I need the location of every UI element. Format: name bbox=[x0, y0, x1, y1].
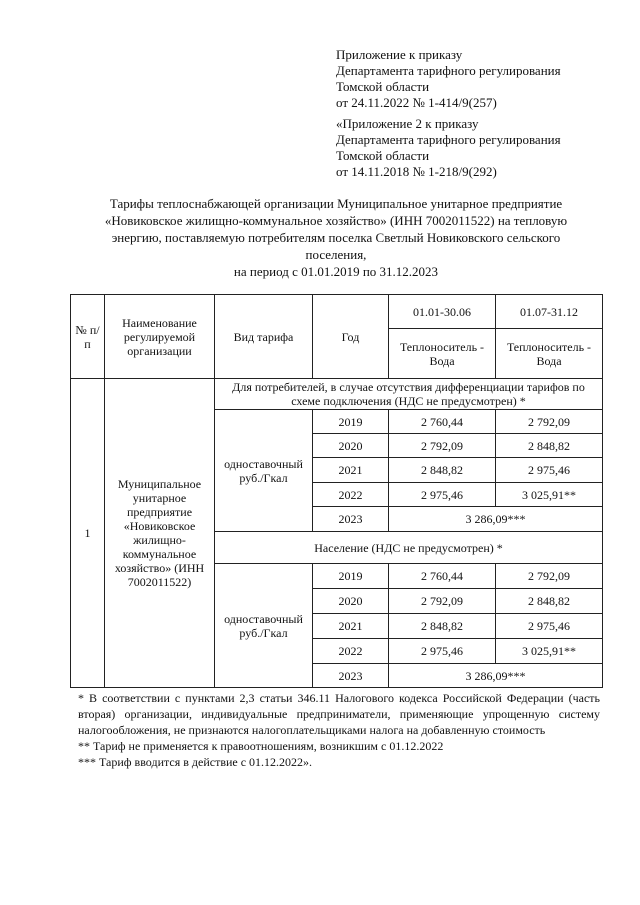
tariff-table bbox=[70, 294, 603, 688]
group-label: Население (НДС не предусмотрен) * bbox=[215, 532, 603, 564]
year-cell: 2019 bbox=[313, 564, 389, 589]
year-cell: 2021 bbox=[313, 458, 389, 483]
title-line: на период с 01.01.2019 по 31.12.2023 bbox=[233, 264, 439, 279]
tariff-h2: 3 025,91** bbox=[496, 483, 603, 507]
tariff-h2: 2 792,09 bbox=[496, 564, 603, 589]
appendix-header bbox=[336, 47, 561, 111]
title-line: энергию, поставляемую потребителям поселка Светлый Новиковского сельского bbox=[111, 230, 561, 245]
tariff-merged: 3 286,09*** bbox=[389, 664, 603, 688]
appendix2-header bbox=[336, 116, 561, 180]
header-year: Год bbox=[313, 295, 389, 379]
footnote-1: * В соответствии с пунктами 2,3 статьи 346.11 Налогового кодекса Российской Федерации (часть вторая) организации, индивидуальные предприниматели, применяющие упрощенную систему налогообложения, не признаются налогоплательщиками налога на добавленную стоимость bbox=[78, 691, 600, 737]
tariff-h1: 2 848,82 bbox=[389, 458, 496, 483]
appendix-header-line: Департамента тарифного регулирования bbox=[336, 63, 561, 78]
appendix-header-line: Томской области bbox=[336, 79, 430, 94]
year-cell: 2021 bbox=[313, 614, 389, 639]
appendix2-header-line: от 14.11.2018 № 1-218/9(292) bbox=[336, 164, 497, 179]
appendix2-header-line: Томской области bbox=[336, 148, 430, 163]
header-carrier1: Теплоноситель - Вода bbox=[389, 329, 496, 379]
year-cell: 2022 bbox=[313, 483, 389, 507]
tariff-h2: 2 975,46 bbox=[496, 458, 603, 483]
header-org: Наименование регулируемой организации bbox=[105, 295, 215, 379]
tariff-h1: 2 760,44 bbox=[389, 410, 496, 434]
year-cell: 2020 bbox=[313, 434, 389, 458]
title-line: «Новиковское жилищно-коммунальное хозяйство» (ИНН 7002011522) на тепловую bbox=[104, 213, 568, 228]
tariff-kind: одноставочный руб./Гкал bbox=[215, 564, 313, 688]
tariff-h1: 2 792,09 bbox=[389, 589, 496, 614]
year-cell: 2019 bbox=[313, 410, 389, 434]
tariff-h1: 2 975,46 bbox=[389, 639, 496, 664]
header-num: № п/п bbox=[71, 295, 105, 379]
group-label-row bbox=[71, 379, 603, 410]
year-cell: 2023 bbox=[313, 507, 389, 532]
year-cell: 2023 bbox=[313, 664, 389, 688]
tariff-h2: 2 975,46 bbox=[496, 614, 603, 639]
tariff-h2: 2 848,82 bbox=[496, 589, 603, 614]
title-line: Тарифы теплоснабжающей организации Муниципальное унитарное предприятие bbox=[109, 196, 563, 211]
tariff-h2: 2 848,82 bbox=[496, 434, 603, 458]
group-label: Для потребителей, в случае отсутствия дифференциации тарифов по схеме подключения (НДС не предусмотрен) * bbox=[215, 379, 603, 410]
table-header-row bbox=[71, 295, 603, 329]
footnote-3: *** Тариф вводится в действие с 01.12.2022». bbox=[78, 755, 313, 769]
header-period1: 01.01-30.06 bbox=[389, 295, 496, 329]
header-period2: 01.07-31.12 bbox=[496, 295, 603, 329]
appendix-header-line: Приложение к приказу bbox=[336, 47, 463, 62]
header-kind: Вид тарифа bbox=[215, 295, 313, 379]
appendix2-header-line: «Приложение 2 к приказу bbox=[336, 116, 479, 131]
year-cell: 2020 bbox=[313, 589, 389, 614]
tariff-h2: 2 792,09 bbox=[496, 410, 603, 434]
tariff-h1: 2 760,44 bbox=[389, 564, 496, 589]
footnotes bbox=[78, 690, 600, 770]
appendix-header-line: от 24.11.2022 № 1-414/9(257) bbox=[336, 95, 497, 110]
header-carrier2: Теплоноситель - Вода bbox=[496, 329, 603, 379]
document-title bbox=[70, 195, 602, 280]
tariff-h1: 2 975,46 bbox=[389, 483, 496, 507]
appendix2-header-line: Департамента тарифного регулирования bbox=[336, 132, 561, 147]
tariff-h2: 3 025,91** bbox=[496, 639, 603, 664]
org-name: Муниципальное унитарное предприятие «Новиковское жилищно-коммунальное хозяйство» (ИНН 7002011522) bbox=[105, 379, 215, 688]
year-cell: 2022 bbox=[313, 639, 389, 664]
title-line: поселения, bbox=[305, 247, 367, 262]
tariff-kind: одноставочный руб./Гкал bbox=[215, 410, 313, 532]
tariff-merged: 3 286,09*** bbox=[389, 507, 603, 532]
tariff-h1: 2 848,82 bbox=[389, 614, 496, 639]
tariff-h1: 2 792,09 bbox=[389, 434, 496, 458]
row-number: 1 bbox=[71, 379, 105, 688]
footnote-2: ** Тариф не применяется к правоотношениям, возникшим с 01.12.2022 bbox=[78, 739, 444, 753]
